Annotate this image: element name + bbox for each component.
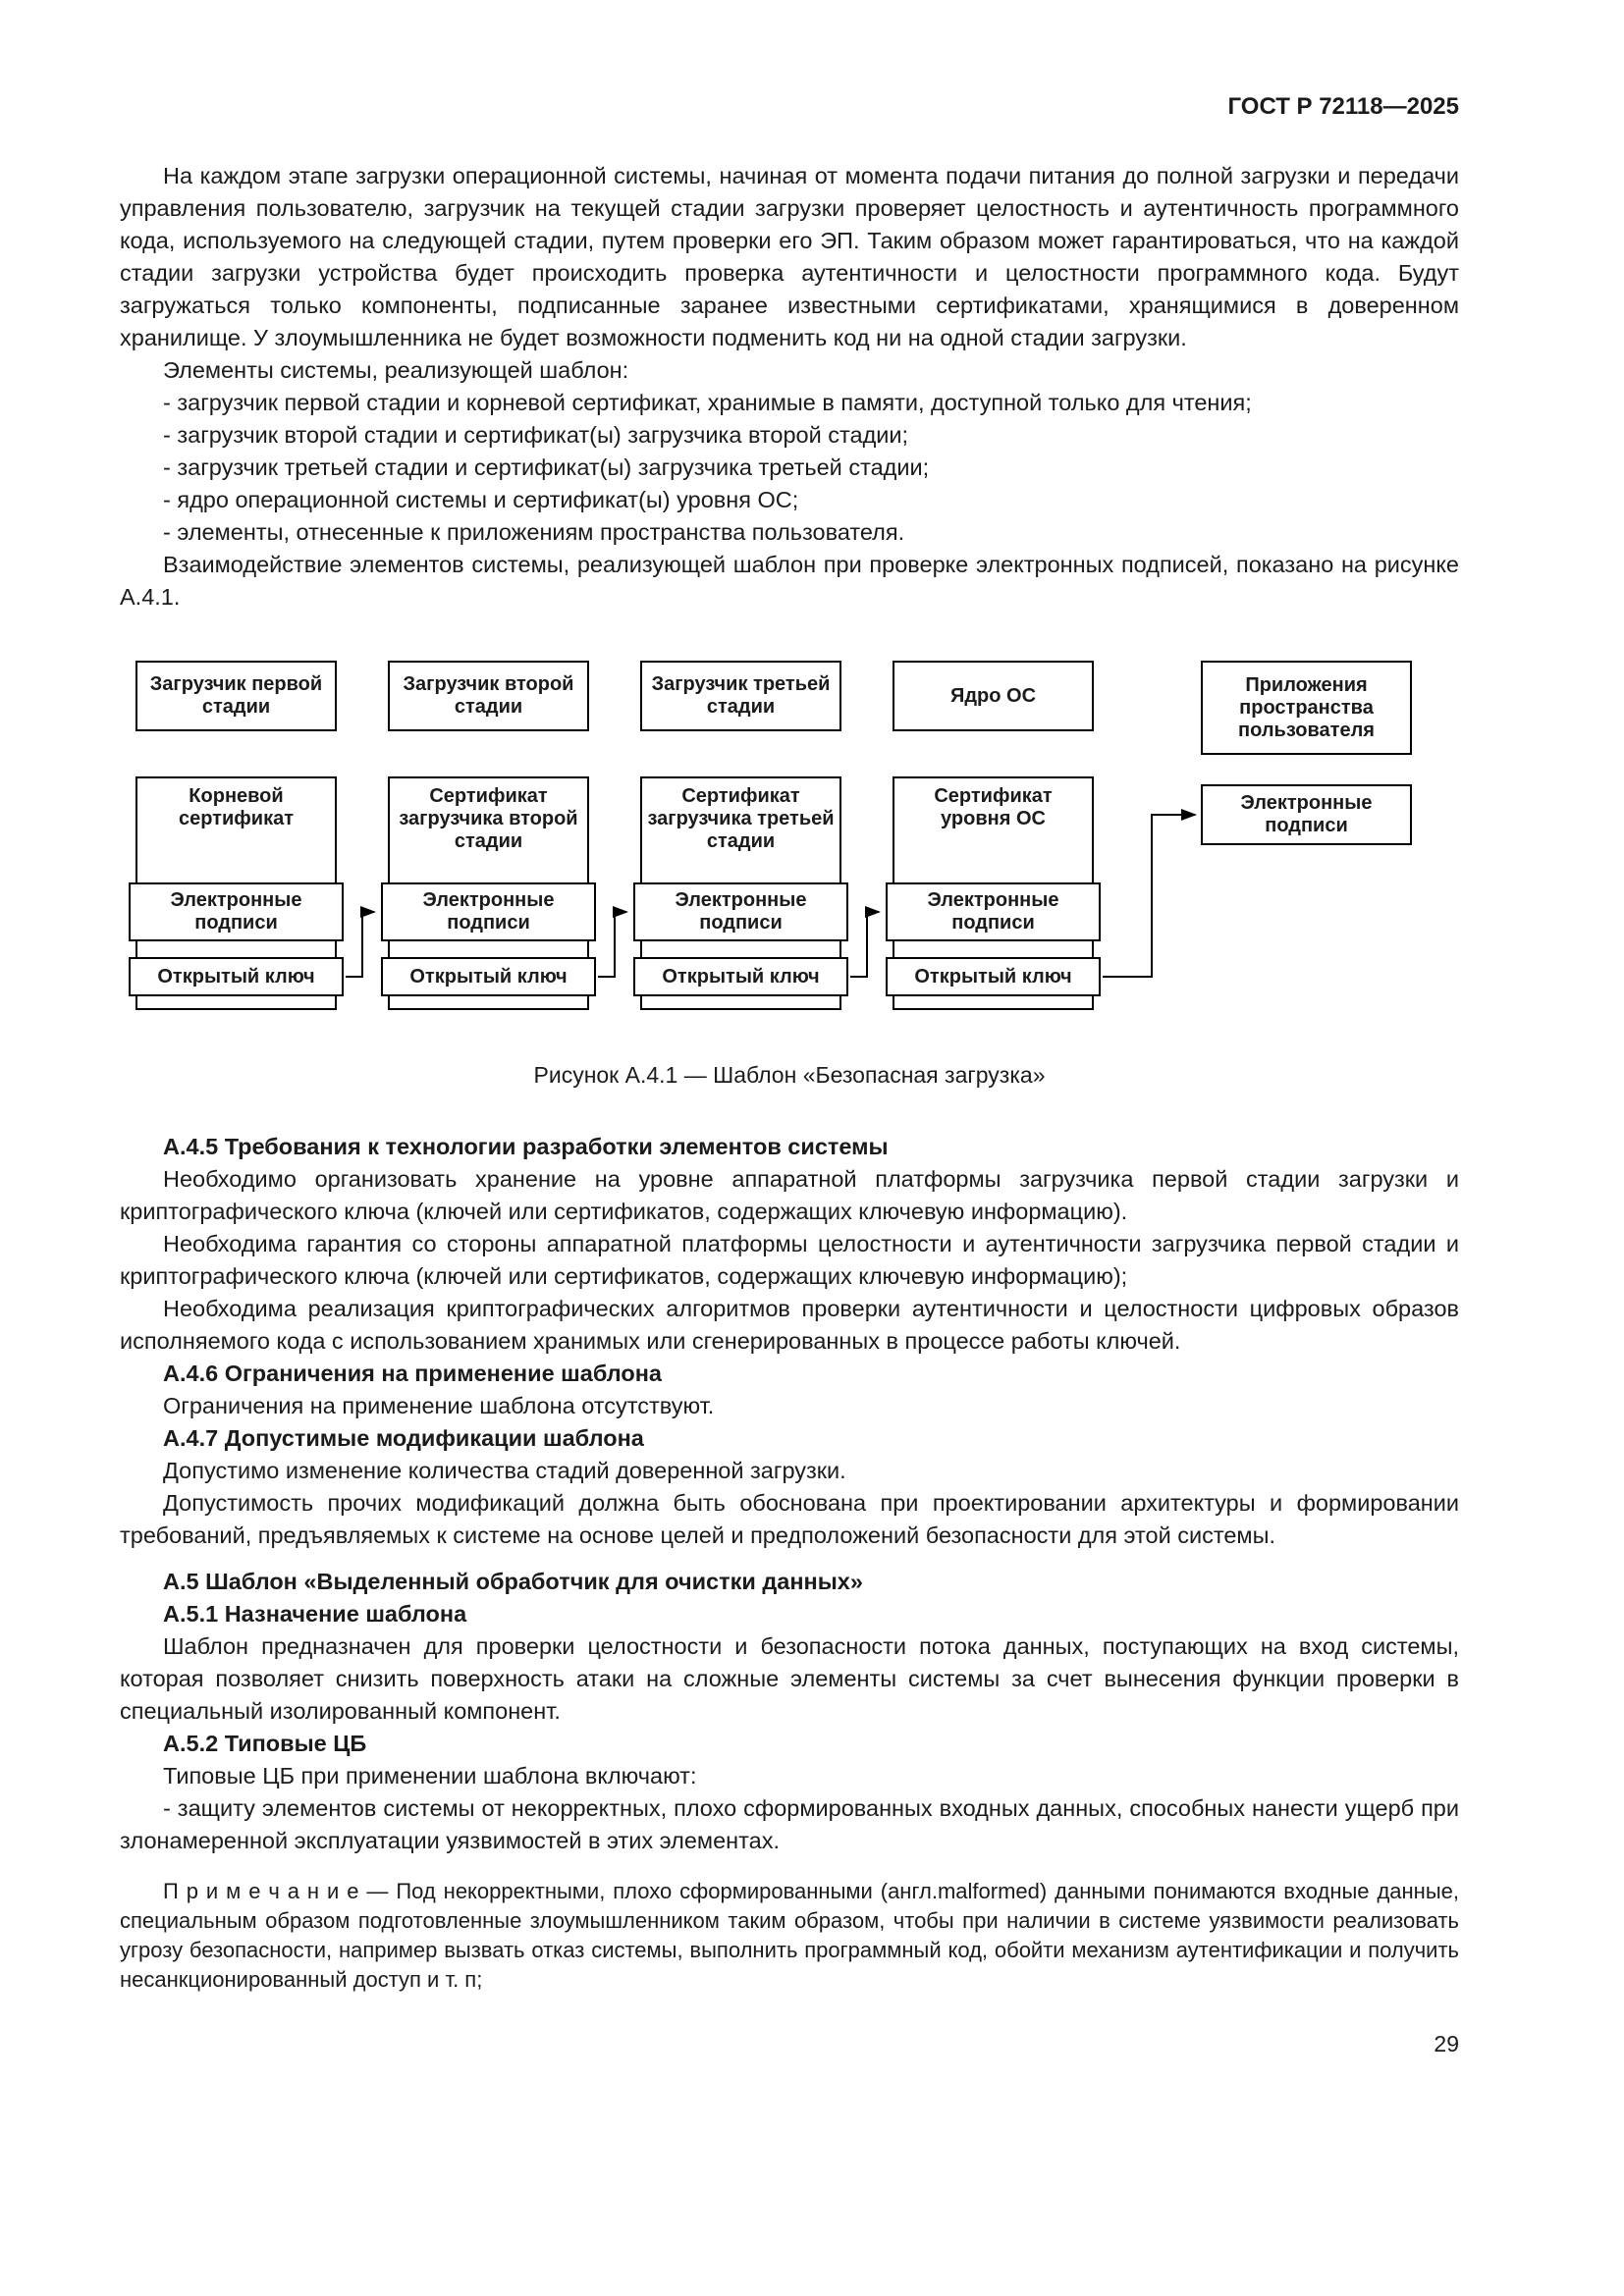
- diagram-box-stage2-certificate: [388, 776, 589, 1010]
- public-key-box: Открытый ключ: [129, 957, 344, 996]
- arrow-key2-to-sig3: [598, 912, 626, 977]
- paragraph: - защиту элементов системы от некорректных, плохо сформированных входных данных, способных нанести ущерб при злонамеренной эксплуатации уязвимостей в этих элементах.: [120, 1795, 1459, 1853]
- paragraph: Необходима гарантия со стороны аппаратной платформы целостности и аутентичности загрузчика первой стадии и криптографического ключа (ключей или сертификатов, содержащих ключевую информацию);: [120, 1231, 1459, 1289]
- section-heading-a52: А.5.2 Типовые ЦБ: [163, 1731, 367, 1756]
- diagram-box-user-space-apps: Приложения пространства пользователя: [1201, 661, 1412, 755]
- paragraph-boot-overview: На каждом этапе загрузки операционной системы, начиная от момента подачи питания до полной загрузки и передачи управления пользователю, загрузчик на текущей стадии загрузки проверяет целостность и аутентичность программного кода, используемого на следующей стадии, путем проверки его ЭП. Таким образом может гарантироваться, что на каждой стадии загрузки устройства будет происходить проверка аутентичности и целостности программного кода. Будут загружаться только компоненты, подписанные заранее известными сертификатами, хранящимися в доверенном хранилище. У злоумышленника не будет возможности подменить код ни на одной стадии загрузки.: [120, 163, 1459, 350]
- cert-title: Сертификат загрузчика второй стадии: [399, 785, 578, 852]
- arrow-key1-to-sig2: [346, 912, 374, 977]
- signatures-box: Электронные подписи: [886, 882, 1101, 941]
- diagram-box-root-certificate: [135, 776, 337, 1010]
- paragraph: Необходимо организовать хранение на уровне аппаратной платформы загрузчика первой стадии загрузки и криптографического ключа (ключей или сертификатов, содержащих ключевую информацию).: [120, 1166, 1459, 1224]
- note-paragraph: П р и м е ч а н и е — Под некорректными, плохо сформированными (англ.malformed) данными понимаются входные данные, специальным образом подготовленные злоумышленником таким образом, чтобы при наличии в системе уязвимости реализовать угрозу безопасности, например вызвать отказ системы, выполнить программный код, обойти механизм аутентификации и получить несанкционированный доступ и т. п;: [120, 1879, 1459, 1992]
- arrow-key3-to-sig4: [850, 912, 879, 977]
- cert-title: Сертификат загрузчика третьей стадии: [647, 785, 835, 852]
- diagram-box-stage1-loader: Загрузчик первой стадии: [135, 661, 337, 731]
- public-key-box: Открытый ключ: [633, 957, 848, 996]
- public-key-box: Открытый ключ: [886, 957, 1101, 996]
- list-item: - загрузчик третьей стадии и сертификат(ы) загрузчика третьей стадии;: [163, 454, 930, 480]
- signatures-box: Электронные подписи: [633, 882, 848, 941]
- section-heading-a51: А.5.1 Назначение шаблона: [163, 1601, 467, 1627]
- paragraph-elements-intro: Элементы системы, реализующей шаблон:: [163, 357, 629, 383]
- secure-boot-diagram: [135, 661, 1412, 1016]
- diagram-box-os-kernel: Ядро ОС: [893, 661, 1094, 731]
- paragraph: Ограничения на применение шаблона отсутствуют.: [163, 1393, 715, 1418]
- section-heading-a45: А.4.5 Требования к технологии разработки элементов системы: [163, 1134, 889, 1159]
- list-item: - загрузчик второй стадии и сертификат(ы) загрузчика второй стадии;: [163, 422, 909, 448]
- section-heading-a5: А.5 Шаблон «Выделенный обработчик для очистки данных»: [163, 1569, 863, 1594]
- diagram-box-os-certificate: [893, 776, 1094, 1010]
- section-heading-a47: А.4.7 Допустимые модификации шаблона: [163, 1425, 644, 1451]
- paragraph: Шаблон предназначен для проверки целостности и безопасности потока данных, поступающих на вход системы, которая позволяет снизить поверхность атаки на сложные элементы системы за счет вынесения функции проверки в специальный изолированный компонент.: [120, 1633, 1459, 1724]
- figure-caption: Рисунок А.4.1 — Шаблон «Безопасная загрузка»: [533, 1062, 1046, 1088]
- paragraph: Необходима реализация криптографических алгоритмов проверки аутентичности и целостности цифровых образов исполняемого кода с использованием хранимых или сгенерированных в процессе работы ключей.: [120, 1296, 1459, 1354]
- signatures-box: Электронные подписи: [381, 882, 596, 941]
- paragraph: Типовые ЦБ при применении шаблона включают:: [163, 1763, 697, 1789]
- diagram-box-stage3-certificate: [640, 776, 841, 1010]
- list-item: - ядро операционной системы и сертификат(ы) уровня ОС;: [163, 487, 799, 512]
- page-number: 29: [1434, 2031, 1459, 2056]
- public-key-box: Открытый ключ: [381, 957, 596, 996]
- standard-number-header: ГОСТ Р 72118—2025: [1227, 93, 1459, 120]
- section-heading-a46: А.4.6 Ограничения на применение шаблона: [163, 1361, 662, 1386]
- cert-title: Сертификат уровня ОС: [934, 785, 1053, 829]
- list-item: - загрузчик первой стадии и корневой сертификат, хранимые в памяти, доступной только для чтения;: [163, 390, 1252, 415]
- diagram-box-stage2-loader: Загрузчик второй стадии: [388, 661, 589, 731]
- list-item: - элементы, отнесенные к приложениям пространства пользователя.: [163, 519, 905, 545]
- arrow-key4-to-user-sigs: [1103, 815, 1195, 977]
- paragraph: Допустимость прочих модификаций должна быть обоснована при проектировании архитектуры и формировании требований, предъявляемых к системе на основе целей и предположений безопасности для этой системы.: [120, 1490, 1459, 1548]
- paragraph-figure-ref: Взаимодействие элементов системы, реализующей шаблон при проверке электронных подписей, показано на рисунке А.4.1.: [120, 552, 1459, 610]
- diagram-box-electronic-signatures: Электронные подписи: [1201, 784, 1412, 845]
- signatures-box: Электронные подписи: [129, 882, 344, 941]
- cert-title: Корневой сертификат: [178, 785, 294, 829]
- diagram-box-stage3-loader: Загрузчик третьей стадии: [640, 661, 841, 731]
- paragraph: Допустимо изменение количества стадий доверенной загрузки.: [163, 1458, 846, 1483]
